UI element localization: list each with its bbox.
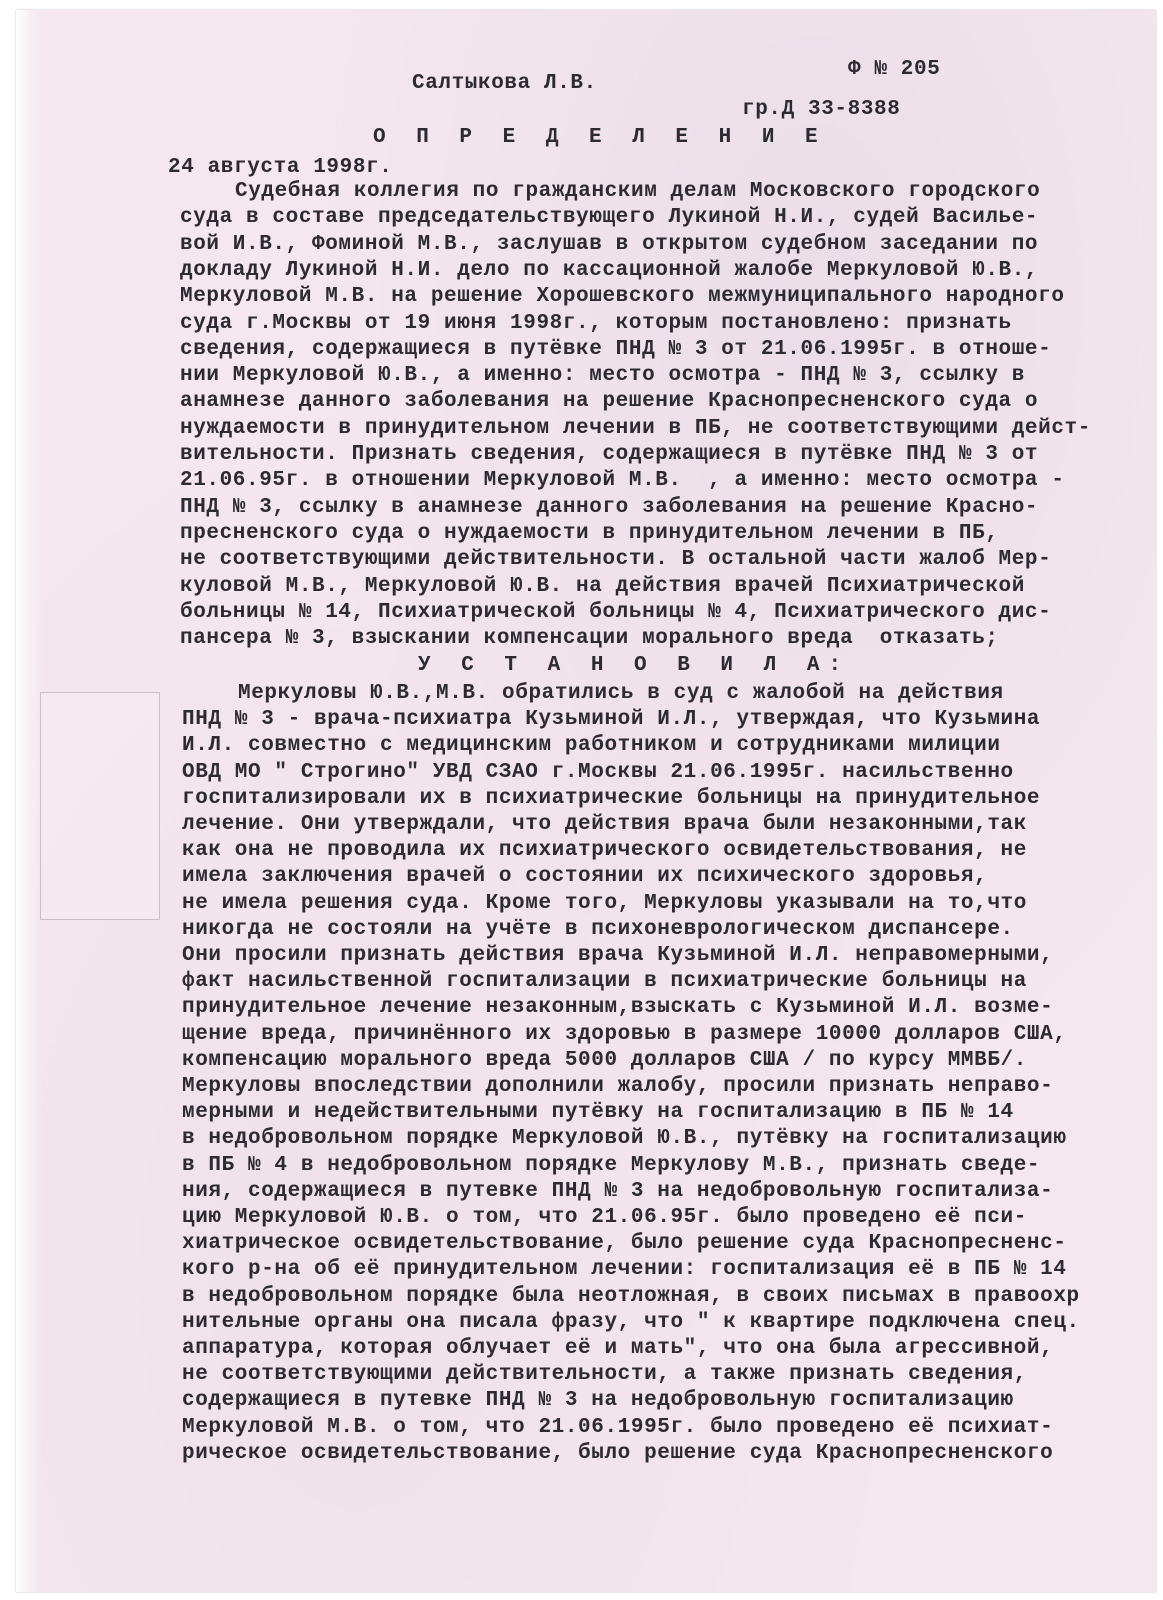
text-line: госпитализировали их в психиатрические больницы на принудительное [182, 786, 1041, 810]
text-line: принудительное лечение незаконным,взыскать с Кузьминой И.Л. возме- [182, 996, 1054, 1020]
text-line: И.Л. совместно с медицинским работником и сотрудниками милиции [182, 734, 1001, 758]
text-line: в недобровольном порядке Меркуловой Ю.В., путёвку на госпитализацию [182, 1127, 1067, 1151]
text-line: нительные органы она писала фразу, что " к квартире подключена спец. [182, 1310, 1080, 1334]
text-line: содержащиеся в путевке ПНД № 3 на недобровольную госпитализацию [182, 1389, 1014, 1413]
text-line: суда в составе председательствующего Лукиной Н.И., судей Василье- [180, 206, 1039, 230]
text-line: 21.06.95г. в отношении Меркуловой М.В. , а именно: место осмотра - [180, 469, 1065, 493]
text-line: нуждаемости в принудительном лечении в ПБ, не соответствующими дейст- [180, 416, 1091, 440]
text-line: суда г.Москвы от 19 июня 1998г., которым постановлено: признать [180, 311, 1012, 335]
author-name: Салтыкова Л.В. [412, 72, 597, 95]
text-line: Они просили признать действия врача Кузьминой И.Л. неправомерными, [182, 944, 1054, 967]
text-line: щение вреда, причинённого их здоровью в размере 10000 долларов США, [182, 1022, 1067, 1046]
page-left-edge [16, 10, 42, 1592]
text-line: вительности. Признать сведения, содержащиеся в путёвке ПНД № 3 от [180, 443, 1039, 466]
text-line: ПНД № 3 - врача-психиатра Кузьминой И.Л., утверждая, что Кузьмина [182, 708, 1041, 732]
text-line: не имела решения суда. Кроме того, Меркуловы указывали на то,что [182, 891, 1027, 915]
text-line: Меркуловы Ю.В.,М.В. обратились в суд с жалобой на действия [238, 682, 1004, 705]
text-line: кого р-на об её принудительном лечении: госпитализация её в ПБ № 14 [182, 1258, 1067, 1282]
text-line: хиатрическое освидетельствование, было решение суда Краснопресненс- [182, 1232, 1067, 1256]
text-line: не соответствующими действительности, а также признать сведения, [182, 1363, 1027, 1387]
text-line: цию Меркуловой Ю.В. о том, что 21.06.95г. было проведено её пси- [182, 1206, 1027, 1229]
text-line: факт насильственной госпитализации в психиатрические больницы на [182, 970, 1027, 994]
text-line: ОВД МО " Строгино" УВД СЗАО г.Москвы 21.06.1995г. насильственно [182, 760, 1014, 784]
text-line: аппаратура, которая облучает её и мать", что она была агрессивной, [182, 1337, 1054, 1360]
text-line: имела заключения врачей о состоянии их психического здоровья, [182, 865, 988, 889]
text-line: нии Меркуловой Ю.В., а именно: место осмотра - ПНД № 3, ссылку в [180, 364, 1025, 388]
document-date: 24 августа 1998г. [168, 156, 393, 179]
text-line: сведения, содержащиеся в путёвке ПНД № 3 от 21.06.1995г. в отноше- [180, 337, 1052, 361]
text-line: Меркуловы впоследствии дополнили жалобу, просили признать неправо- [182, 1075, 1054, 1098]
text-line: пансера № 3, взыскании компенсации морального вреда отказать; [180, 627, 999, 651]
text-line: мерными и недействительными путёвку на госпитализацию в ПБ № 14 [182, 1101, 1014, 1125]
case-number: гр.Д 33-8388 [742, 98, 901, 121]
text-line: докладу Лукиной Н.И. дело по кассационной жалобе Меркуловой Ю.В., [180, 258, 1039, 282]
text-line: больницы № 14, Психиатрической больницы № 4, Психиатрического дис- [180, 600, 1052, 624]
text-line: Судебная коллегия по гражданским делам Московского городского [235, 180, 1041, 203]
text-line: в ПБ № 4 в недобровольном порядке Меркулову М.В., признать сведе- [182, 1153, 1041, 1177]
text-line: не соответствующими действительности. В остальной части жалоб Мер- [180, 548, 1052, 572]
form-number: Ф № 205 [848, 58, 941, 81]
document-title: О П Р Е Д Е Л Е Н И Е [373, 126, 827, 149]
text-line: ния, содержащиеся в путевке ПНД № 3 на недобровольную госпитализа- [182, 1179, 1054, 1203]
text-line: ПНД № 3, ссылку в анамнезе данного заболевания на решение Красно- [180, 495, 1039, 519]
text-line: вой И.В., Фоминой М.В., заслушав в открытом судебном заседании по [180, 232, 1039, 256]
text-line: как она не проводила их психиатрического освидетельствования, не [182, 839, 1027, 863]
text-line: Меркуловой М.В. на решение Хорошевского межмуниципального народного [180, 285, 1065, 309]
text-line: анамнезе данного заболевания на решение Краснопресненского суда о [180, 390, 1039, 414]
text-line: пресненского суда о нуждаемости в принудительном лечении в ПБ, [180, 521, 999, 545]
text-line: в недобровольном порядке была неотложная, в своих письмах в правоохр [182, 1284, 1080, 1308]
text-line: компенсацию морального вреда 5000 долларов США / по курсу ММВБ/. [182, 1048, 1027, 1072]
text-line: никогда не состояли на учёте в психоневрологическом диспансере. [182, 917, 1014, 941]
section-title: У С Т А Н О В И Л А: [418, 654, 851, 677]
text-line: рическое освидетельствование, было решение суда Краснопресненского [182, 1441, 1054, 1465]
text-line: куловой М.В., Меркуловой Ю.В. на действия врачей Психиатрической [180, 574, 1025, 598]
text-line: лечение. Они утверждали, что действия врача были незаконными,так [182, 813, 1027, 836]
tape-strip [40, 692, 160, 920]
text-line: Меркуловой М.В. о том, что 21.06.1995г. было проведено её психиат- [182, 1415, 1054, 1439]
